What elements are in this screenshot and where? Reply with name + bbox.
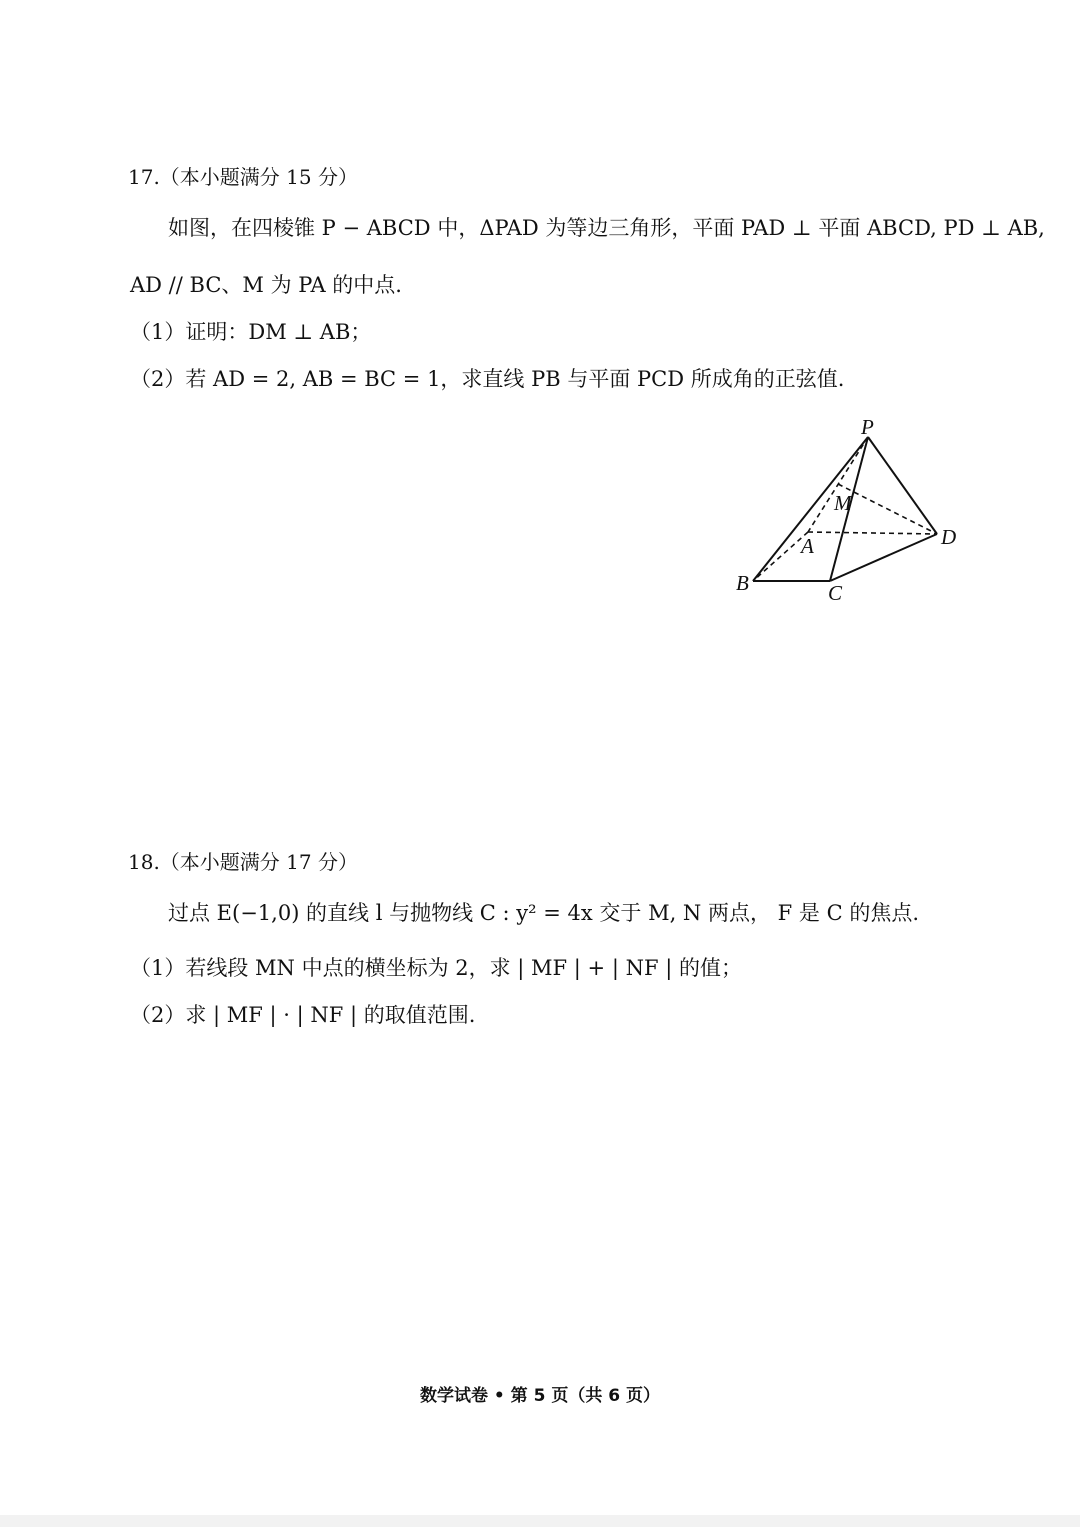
vertex-label-A: A: [801, 534, 814, 558]
edge-AD: [808, 532, 937, 534]
vertex-label-D: D: [941, 525, 957, 549]
problem-18-intro: 过点 E(−1,0) 的直线 l 与抛物线 C : y² = 4x 交于 M, N 两点， F 是 C 的焦点.: [168, 901, 919, 925]
edge-PA: [808, 437, 868, 532]
edge-PD: [868, 437, 937, 534]
problem-17-part-2: （2）若 AD = 2, AB = BC = 1，求直线 PB 与平面 PCD 所成角的正弦值.: [130, 367, 845, 391]
edge-AB: [753, 532, 808, 581]
page-footer: 数学试卷 • 第 5 页（共 6 页）: [419, 1386, 661, 1406]
vertex-label-M: M: [834, 491, 852, 515]
problem-17-intro-line-2: AD // BC、M 为 PA 的中点.: [130, 273, 402, 297]
problem-17-heading: 17.（本小题满分 15 分）: [128, 165, 358, 189]
problem-18-part-2: （2）求 | MF | · | NF | 的取值范围.: [130, 1003, 476, 1027]
problem-18-heading: 18.（本小题满分 17 分）: [128, 850, 358, 874]
segment-MD: [838, 484, 937, 534]
scan-bottom-edge: [0, 1515, 1080, 1527]
edge-PB: [753, 437, 868, 581]
problem-18-part-1: （1）若线段 MN 中点的横坐标为 2，求 | MF | + | NF | 的值；: [130, 956, 742, 980]
problem-17-part-1: （1）证明：DM ⊥ AB；: [130, 320, 372, 344]
vertex-label-B: B: [736, 571, 749, 595]
vertex-label-C: C: [828, 581, 843, 605]
vertex-label-P: P: [861, 415, 874, 439]
edge-CD: [830, 534, 937, 581]
problem-17-intro-line-1: 如图，在四棱锥 P − ABCD 中，ΔPAD 为等边三角形，平面 PAD ⊥ 平面 ABCD, PD ⊥ AB,: [168, 216, 1045, 240]
edge-PC: [830, 437, 868, 581]
